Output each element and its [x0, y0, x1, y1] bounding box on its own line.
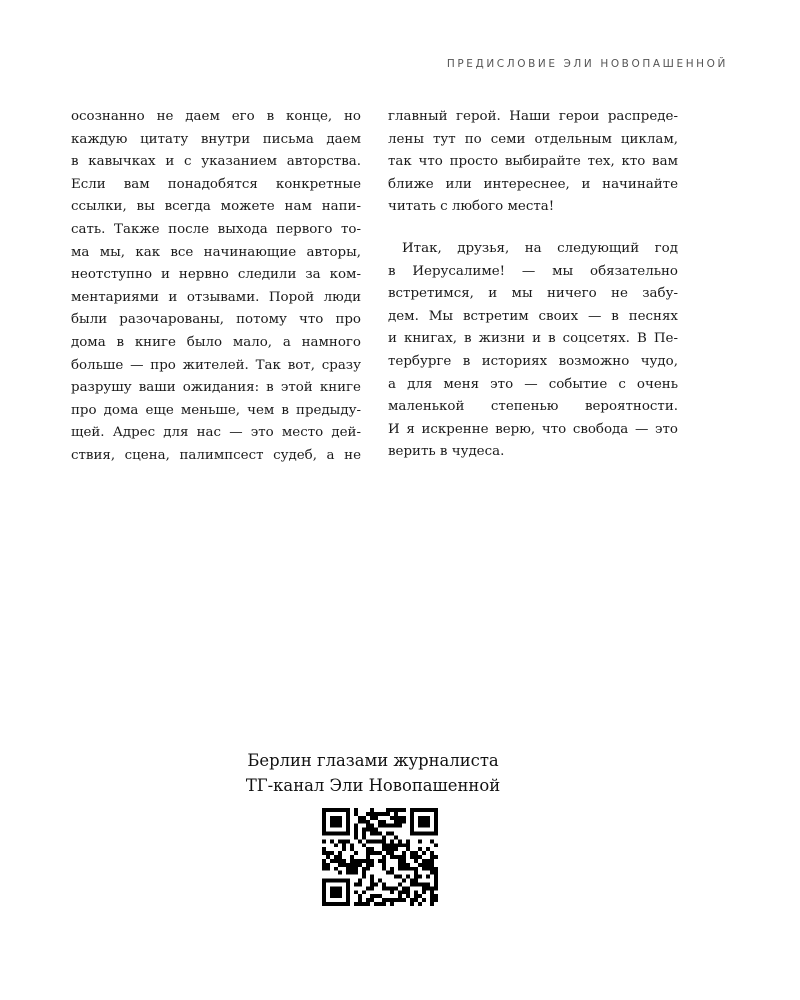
text-line: главный герой. Наши герои распреде- [388, 109, 678, 124]
text-line: ближе или интереснее, и начинайте [388, 176, 678, 192]
text-line: читать с любого места! [388, 199, 555, 215]
text-line: маленькой степенью вероятности. [388, 399, 678, 415]
text-line: ма мы, как все начинающие авторы, [71, 244, 361, 260]
text-line: про дома еще меньше, чем в предыду- [71, 402, 361, 418]
caption-line-1: Берлин глазами журналиста [247, 751, 499, 770]
text-line: верить в чудеса. [388, 444, 505, 460]
text-line: больше — про жителей. Так вот, сразу [71, 357, 361, 373]
text-line: ссылки, вы всегда можете нам напи- [71, 199, 361, 215]
text-line: сать. Также после выхода первого то- [71, 221, 361, 237]
text-line: разрушу ваши ожидания: в этой книге [71, 380, 361, 396]
text-line: дома в книге было мало, а намного [71, 334, 361, 350]
text-line: в Иерусалиме! — мы обязательно [388, 263, 678, 279]
text-line: И я искренне верю, что свобода — это [388, 421, 678, 437]
text-line: осознанно не даем его в конце, но [71, 109, 361, 124]
qr-caption [0, 748, 746, 798]
text-line: Итак, друзья, на следующий год [402, 240, 678, 256]
text-line: неотступно и нервно следили за ком- [71, 267, 361, 283]
right-text-column [388, 106, 678, 464]
text-line: каждую цитату внутри письма даем [71, 131, 361, 147]
text-line: ментариями и отзывами. Порой люди [71, 289, 361, 305]
text-line: а для меня это — событие с очень [388, 376, 678, 392]
text-line: Если вам понадобятся конкретные [71, 176, 361, 192]
text-line: лены тут по семи отдельным циклам, [388, 131, 678, 147]
running-header: ПРЕДИСЛОВИЕ ЭЛИ НОВОПАШЕННОЙ [446, 58, 728, 70]
text-line: тербурге в историях возможно чудо, [388, 353, 678, 369]
text-line: и книгах, в жизни и в соцсетях. В Пе- [388, 331, 678, 347]
qr-code-icon[interactable] [322, 808, 438, 906]
paragraph-2 [388, 238, 678, 464]
left-text-column [71, 106, 361, 468]
text-line: в кавычках и с указанием авторства. [71, 154, 361, 170]
text-line: дем. Мы встретим своих — в песнях [388, 308, 678, 324]
paragraph-1 [388, 106, 678, 219]
text-line: ствия, сцена, палимпсест судеб, а не [71, 447, 361, 463]
text-line: встретимся, и мы ничего не забу- [388, 286, 678, 302]
caption-line-2: ТГ-канал Эли Новопашенной [245, 776, 501, 795]
text-line: щей. Адрес для нас — это место дей- [71, 425, 361, 441]
text-line: так что просто выбирайте тех, кто вам [388, 154, 678, 170]
paragraph-gap [388, 219, 678, 238]
text-line: были разочарованы, потому что про [71, 312, 361, 328]
